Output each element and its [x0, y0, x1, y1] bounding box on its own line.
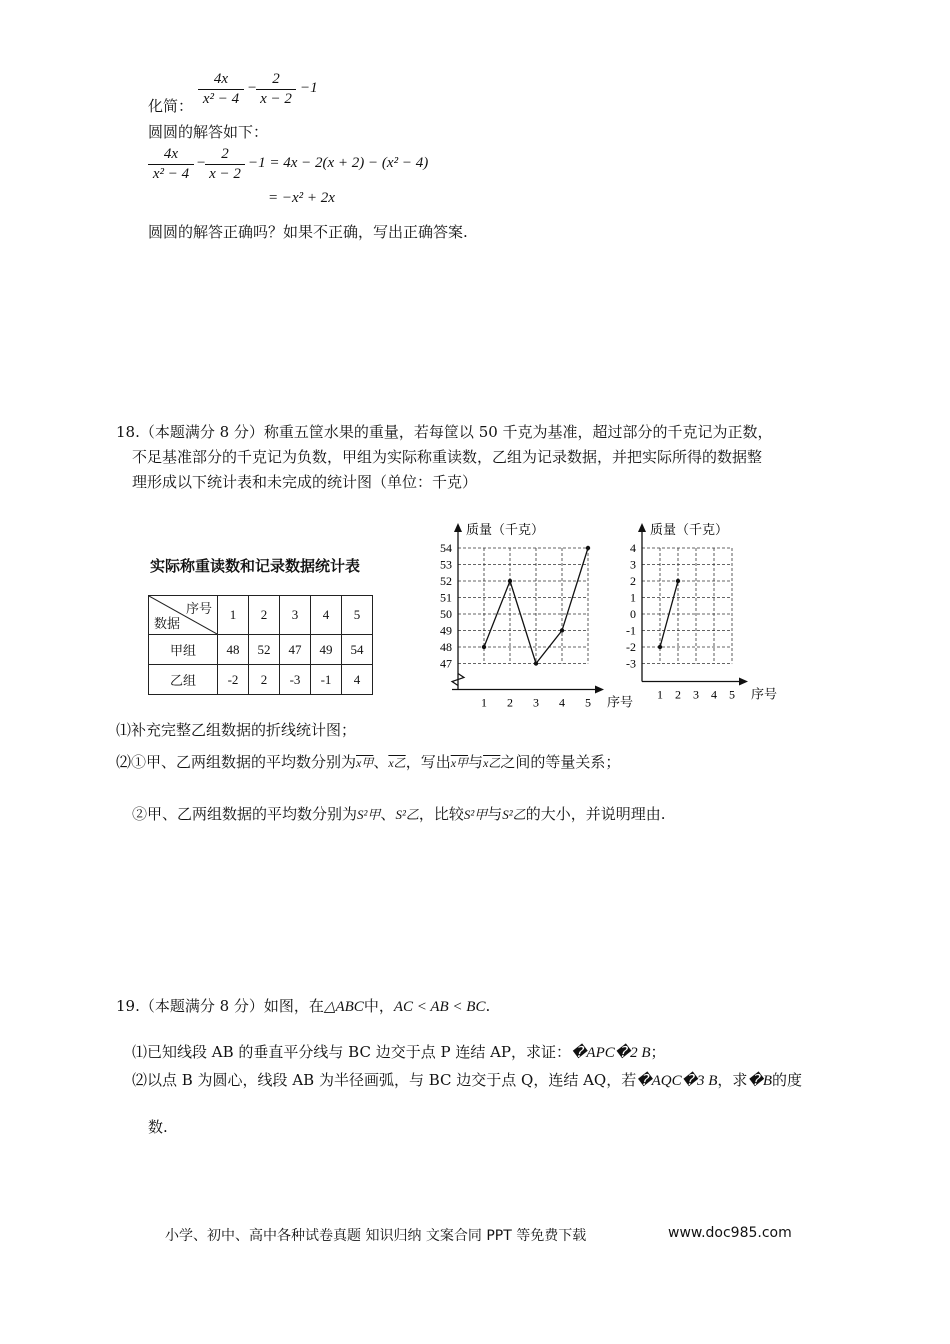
- corner-bottom-label: 数据: [154, 617, 181, 632]
- table-cell: 47: [280, 635, 311, 665]
- x-tick-label: 1: [481, 695, 487, 710]
- q17-minus: −: [247, 80, 258, 96]
- x-axis-arrow: [595, 686, 604, 694]
- q18-line2: 不足基准部分的千克记为负数，甲组为实际称重读数，乙组为记录数据，并把实际所得的数据整: [132, 448, 763, 466]
- y-tick-label: 2: [630, 574, 636, 588]
- stat-table: [148, 595, 373, 695]
- x-tick-label: 3: [693, 687, 699, 702]
- data-point: [586, 546, 590, 550]
- y-axis-arrow: [638, 523, 646, 532]
- table-cell: 52: [249, 635, 280, 665]
- table-cell: -2: [218, 665, 249, 695]
- q18-part2b: ②甲、乙两组数据的平均数分别为S²甲、S²乙，比较S²甲与S²乙的大小，并说明理由.: [132, 805, 666, 823]
- footer-text: 小学、初中、高中各种试卷真题 知识归纳 文案合同 PPT 等免费下载: [165, 1228, 587, 1244]
- y-tick-label: 48: [440, 640, 452, 654]
- y-tick-label: 53: [440, 557, 452, 572]
- q19-part2-cont: 数.: [148, 1118, 168, 1136]
- y-tick-label: 54: [440, 541, 452, 555]
- y-axis-label: 质量（千克）: [466, 523, 545, 538]
- q18-line3: 理形成以下统计表和未完成的统计图（单位：千克）: [132, 473, 478, 491]
- table-row: [149, 665, 373, 695]
- q17-question: 圆圆的解答正确吗？如果不正确，写出正确答案.: [148, 223, 468, 241]
- y-tick-label: 47: [440, 656, 452, 671]
- table-col-header: 1: [218, 596, 249, 635]
- q17-fraction-2: [256, 70, 296, 109]
- data-point: [508, 579, 512, 583]
- x-axis-label: 序号: [607, 695, 634, 710]
- data-point: [560, 628, 564, 632]
- x-tick-label: 5: [729, 687, 735, 702]
- table-header-row: [149, 596, 373, 635]
- data-point: [676, 579, 680, 583]
- table-row: [149, 635, 373, 665]
- q17-frac2-numerator: 2: [272, 71, 280, 87]
- x-tick-label: 1: [657, 687, 663, 702]
- y-tick-label: 49: [440, 623, 452, 638]
- q17-frac1-numerator: 4x: [213, 71, 229, 87]
- x-tick-label: 4: [559, 695, 565, 710]
- y-axis-arrow: [454, 523, 462, 532]
- q17-tail: −1: [300, 80, 318, 96]
- q17-solution-line1: −1 = 4x − 2(x + 2) − (x² − 4): [248, 155, 429, 171]
- table-cell: 49: [311, 635, 342, 665]
- data-point: [658, 645, 662, 649]
- table-cell: 2: [249, 665, 280, 695]
- triangle-abc: △ABC: [323, 999, 364, 1015]
- data-point: [534, 661, 538, 665]
- xbar-yi: x乙: [388, 756, 406, 770]
- inequality: AC < AB < BC: [393, 999, 486, 1015]
- footer-url[interactable]: www.doc985.com: [668, 1225, 792, 1241]
- y-tick-label: 50: [440, 607, 452, 621]
- table-title: 实际称重读数和记录数据统计表: [150, 557, 361, 575]
- q17-sol-fraction-1: 4x x² − 4: [148, 145, 194, 184]
- x-axis-label: 序号: [751, 687, 778, 703]
- table-col-header: 5: [342, 596, 373, 635]
- y-tick-label: 52: [440, 574, 452, 588]
- table-row-label: 甲组: [149, 635, 218, 665]
- q17-solution-line2: = −x² + 2x: [268, 190, 335, 206]
- variance-jia: S²甲: [357, 807, 381, 822]
- table-col-header: 4: [311, 596, 342, 635]
- q18-part1: ⑴补充完整乙组数据的折线统计图；: [116, 721, 357, 739]
- table-cell: -3: [280, 665, 311, 695]
- y-tick-label: 0: [630, 607, 636, 621]
- q17-sol-fraction-2: 2 x − 2: [205, 145, 245, 184]
- variance-yi: S²乙: [395, 807, 419, 822]
- y-tick-label: -2: [626, 640, 636, 654]
- x-tick-label: 4: [711, 687, 717, 702]
- table-row-label: 乙组: [149, 665, 218, 695]
- q18-line1: 18.（本题满分 8 分）称重五筐水果的重量，若每筐以 50 千克为基准，超过部分的千克记为正数，: [116, 423, 773, 441]
- q17-frac1-denominator: x² − 4: [202, 91, 240, 107]
- table-col-header: 2: [249, 596, 280, 635]
- line-chart-jia: [425, 510, 640, 710]
- q17-prompt: 化简：: [148, 97, 194, 115]
- corner-top-label: 序号: [185, 602, 212, 617]
- table-cell: 48: [218, 635, 249, 665]
- y-tick-label: 51: [440, 590, 452, 605]
- q19-part2: ⑵以点 B 为圆心，线段 AB 为半径画弧，与 BC 边交于点 Q，连结 AQ，若�AQC�3 B，求�B的度: [132, 1071, 802, 1089]
- table-cell: 4: [342, 665, 373, 695]
- line-chart-yi: [620, 510, 790, 710]
- q18-part2a: ⑵①甲、乙两组数据的平均数分别为x甲、x乙，写出x甲与x乙之间的等量关系；: [116, 753, 621, 771]
- q19-part1: ⑴已知线段 AB 的垂直平分线与 BC 边交于点 P 连结 AP，求证：�APC�2 B；: [132, 1043, 666, 1061]
- q17-solution-intro: 圆圆的解答如下：: [148, 123, 269, 141]
- data-point: [482, 645, 486, 649]
- q17-fraction-1: [198, 70, 244, 109]
- x-tick-label: 3: [533, 695, 539, 710]
- table-cell: -1: [311, 665, 342, 695]
- table-corner-cell: [149, 596, 218, 635]
- y-tick-label: 1: [630, 590, 636, 605]
- y-tick-label: -3: [626, 656, 636, 671]
- y-tick-label: -1: [626, 623, 636, 638]
- x-tick-label: 2: [507, 695, 513, 710]
- x-axis-arrow: [739, 678, 748, 686]
- y-tick-label: 3: [630, 557, 636, 572]
- xbar-jia: x甲: [356, 756, 374, 770]
- q19-line1: 19.（本题满分 8 分）如图，在△ABC中，AC < AB < BC.: [116, 997, 491, 1015]
- q17-frac2-denominator: x − 2: [260, 91, 292, 107]
- x-tick-label: 5: [585, 695, 591, 710]
- table-col-header: 3: [280, 596, 311, 635]
- y-tick-label: 4: [630, 541, 636, 555]
- x-tick-label: 2: [675, 687, 681, 702]
- table-cell: 54: [342, 635, 373, 665]
- q17-sol-minus: −: [196, 155, 207, 171]
- y-axis-label: 质量（千克）: [650, 523, 729, 538]
